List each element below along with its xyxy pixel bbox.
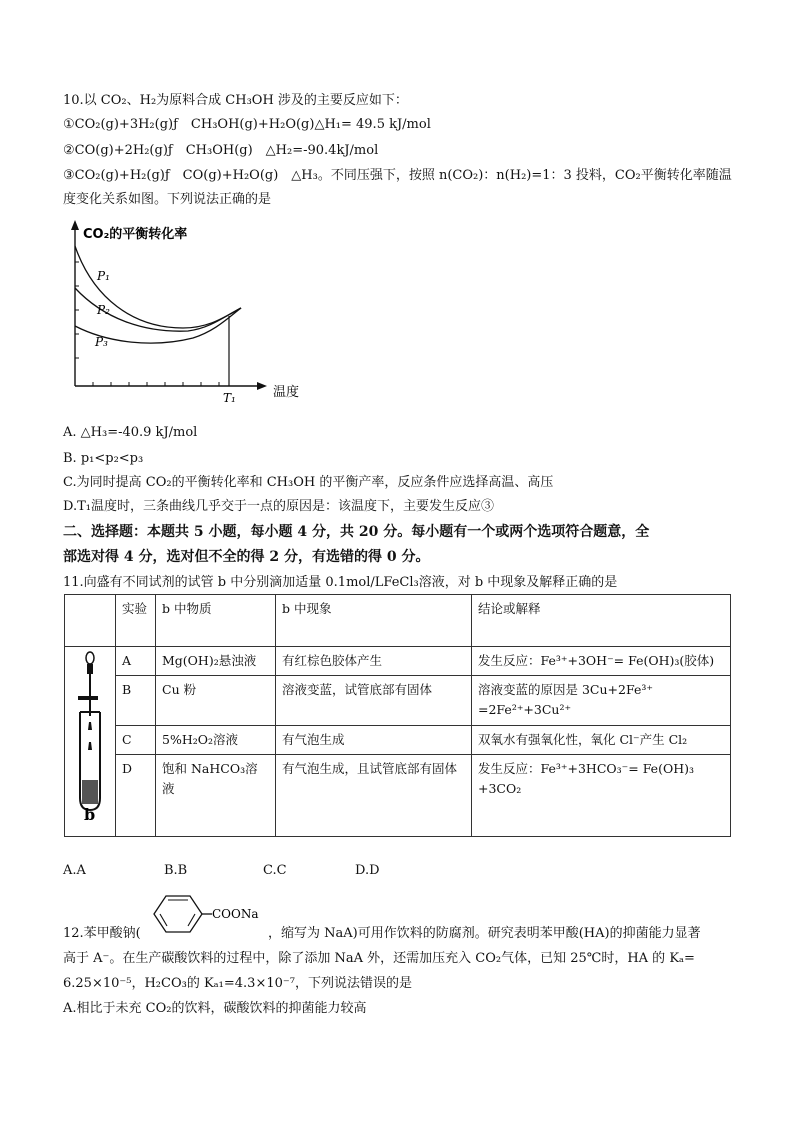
q11-option-c: C.C [263,863,287,878]
row-explanation: 双氧水有强氧化性，氧化 Cl⁻产生 Cl₂ [472,726,731,755]
header-explanation: 结论或解释 [472,595,731,647]
q10-reaction-3-cont: 度变化关系如图。下列说法正确的是 [63,192,272,207]
row-explanation: 发生反应：Fe³⁺+3OH⁻= Fe(OH)₃(胶体) [472,647,731,676]
q10-reaction-1: ①CO₂(g)+3H₂(g)ƒ CH₃OH(g)+H₂O(g)△H₁= 49.5 kJ/mol [63,117,431,132]
row-phenomenon: 有气泡生成，且试管底部有固体 [276,755,472,837]
header-phenomenon: b 中现象 [276,595,472,647]
row-id: D [116,755,156,837]
p2-label: P₂ [97,303,110,317]
section2-heading-1: 二、选择题：本题共 5 小题，每小题 4 分，共 20 分。每小题有一个或两个选项符合题意，全 [63,524,650,540]
q10-option-b: B. p₁<p₂<p₃ [63,451,144,466]
table-row [65,755,731,837]
q12-prefix: 12.苯甲酸钠( [63,926,141,941]
sodium-benzoate-structure [148,893,268,935]
row-substance: 5%H₂O₂溶液 [156,726,276,755]
table-row [65,647,731,676]
q11-option-b: B.B [164,863,188,878]
apparatus-label: b [84,805,96,824]
row-id: B [116,676,156,726]
q12-line-3: 6.25×10⁻⁵，H₂CO₃的 Kₐ₁=4.3×10⁻⁷，下列说法错误的是 [63,976,412,991]
row-substance: Cu 粉 [156,676,276,726]
q12-suffix: ，缩写为 NaA)可用作饮料的防腐剂。研究表明苯甲酸(HA)的抑菌能力显著 [268,926,701,941]
q10-option-a: A. △H₃=-40.9 kJ/mol [63,425,198,440]
table-row [65,726,731,755]
y-axis-label: CO₂的平衡转化率 [83,227,188,242]
q10-option-c: C.为同时提高 CO₂的平衡转化率和 CH₃OH 的平衡产率，反应条件应选择高温、高压 [63,475,554,490]
q10-reaction-2: ②CO(g)+2H₂(g)ƒ CH₃OH(g) △H₂=-90.4kJ/mol [63,143,379,158]
experiment-table [64,594,731,837]
header-experiment: 实验 [116,595,156,647]
table-header-row [65,595,731,647]
section2-heading-2: 部选对得 4 分，选对但不全的得 2 分，有选错的得 0 分。 [63,549,430,565]
coona-label: COONa [212,907,259,921]
row-phenomenon: 溶液变蓝，试管底部有固体 [276,676,472,726]
q12-option-a: A.相比于未充 CO₂的饮料，碳酸饮料的抑菌能力较高 [63,1001,367,1016]
row-phenomenon: 有红棕色胶体产生 [276,647,472,676]
row-phenomenon: 有气泡生成 [276,726,472,755]
p3-label: P₃ [95,335,108,349]
q11-stem: 11.向盛有不同试剂的试管 b 中分别滴加适量 0.1mol/LFeCl₃溶液，对 b 中现象及解释正确的是 [63,575,618,590]
dropper-test-tube-icon [72,650,108,824]
q11-option-a: A.A [63,863,86,878]
q11-option-d: D.D [355,863,380,878]
q10-option-d: D.T₁温度时，三条曲线几乎交于一点的原因是：该温度下，主要发生反应③ [63,499,494,514]
t1-label: T₁ [223,391,236,405]
row-explanation: 发生反应：Fe³⁺+3HCO₃⁻= Fe(OH)₃ +3CO₂ [472,755,731,837]
q10-stem: 10.以 CO₂、H₂为原料合成 CH₃OH 涉及的主要反应如下： [63,93,408,108]
p1-label: P₁ [97,269,110,283]
x-axis-label: 温度 [273,385,300,400]
row-explanation: 溶液变蓝的原因是 3Cu+2Fe³⁺ =2Fe²⁺+3Cu²⁺ [472,676,731,726]
row-substance: 饱和 NaHCO₃溶液 [156,755,276,837]
row-substance: Mg(OH)₂悬浊液 [156,647,276,676]
header-substance: b 中物质 [156,595,276,647]
table-row [65,676,731,726]
apparatus-header-cell [65,595,116,647]
row-id: A [116,647,156,676]
q10-reaction-3: ③CO₂(g)+H₂(g)ƒ CO(g)+H₂O(g) △H₃。不同压强下，按照 n(CO₂)：n(H₂)=1：3 投料，CO₂平衡转化率随温 [63,168,732,183]
conversion-chart [63,218,300,408]
x-axis-arrow [257,382,267,390]
y-axis-arrow [71,220,79,230]
row-id: C [116,726,156,755]
q12-line-2: 高于 A⁻。在生产碳酸饮料的过程中，除了添加 NaA 外，还需加压充入 CO₂气体，已知 25℃时，HA 的 Kₐ= [63,951,695,966]
